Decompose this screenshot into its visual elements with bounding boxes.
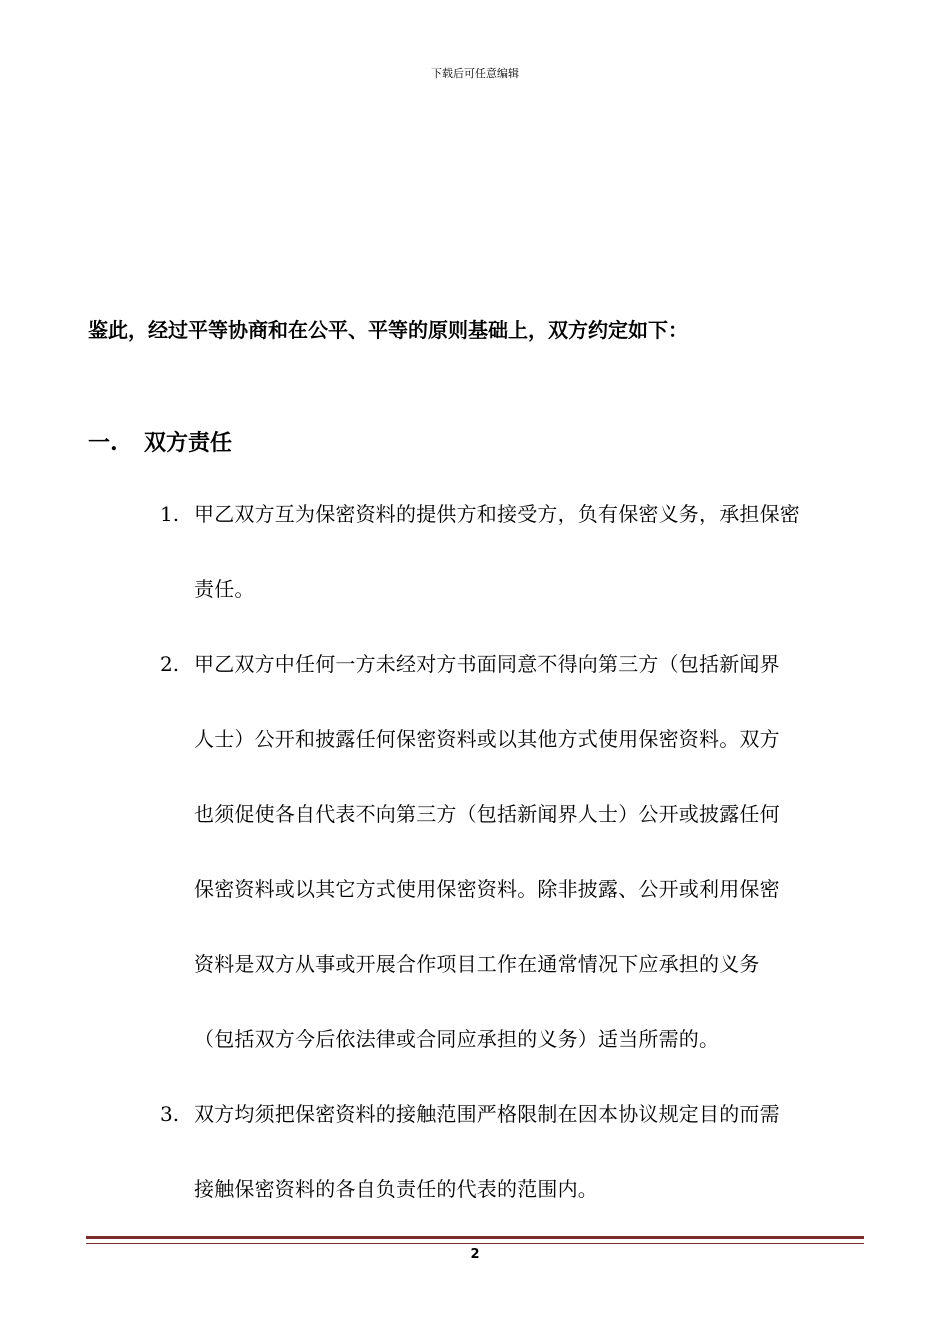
clause-line: 也须促使各自代表不向第三方（包括新闻界人士）公开或披露任何 [194, 802, 780, 826]
clause-number: 3. [160, 1102, 180, 1126]
clause-line: 甲乙双方互为保密资料的提供方和接受方，负有保密义务，承担保密 [194, 502, 800, 526]
clause-number: 2. [160, 652, 180, 676]
clause-line: 资料是双方从事或开展合作项目工作在通常情况下应承担的义务 [194, 952, 760, 976]
clause-item [0, 1096, 950, 1208]
clause-line: 保密资料或以其它方式使用保密资料。除非披露、公开或利用保密 [194, 877, 780, 901]
clause-line: 接触保密资料的各自负责任的代表的范围内。 [194, 1177, 598, 1201]
section-heading [88, 427, 788, 459]
section-number: 一. [88, 430, 118, 456]
header-note: 下载后可任意编辑 [431, 67, 519, 80]
clause-item [0, 646, 950, 1058]
clause-line: 双方均须把保密资料的接触范围严格限制在因本协议规定目的而需 [194, 1102, 780, 1126]
clause-line: 责任。 [194, 577, 255, 601]
intro-paragraph: 鉴此，经过平等协商和在公平、平等的原则基础上，双方约定如下： [88, 318, 688, 342]
clause-item [0, 496, 950, 608]
clause-number: 1. [160, 502, 180, 526]
clause-line: 人士）公开和披露任何保密资料或以其他方式使用保密资料。双方 [194, 727, 780, 751]
clause-list [0, 496, 950, 1246]
section-title: 双方责任 [144, 430, 233, 456]
page-number: 2 [470, 1247, 480, 1262]
footer-divider [86, 1236, 864, 1244]
clause-line: 甲乙双方中任何一方未经对方书面同意不得向第三方（包括新闻界 [194, 652, 780, 676]
clause-line: （包括双方今后依法律或合同应承担的义务）适当所需的。 [194, 1027, 720, 1051]
